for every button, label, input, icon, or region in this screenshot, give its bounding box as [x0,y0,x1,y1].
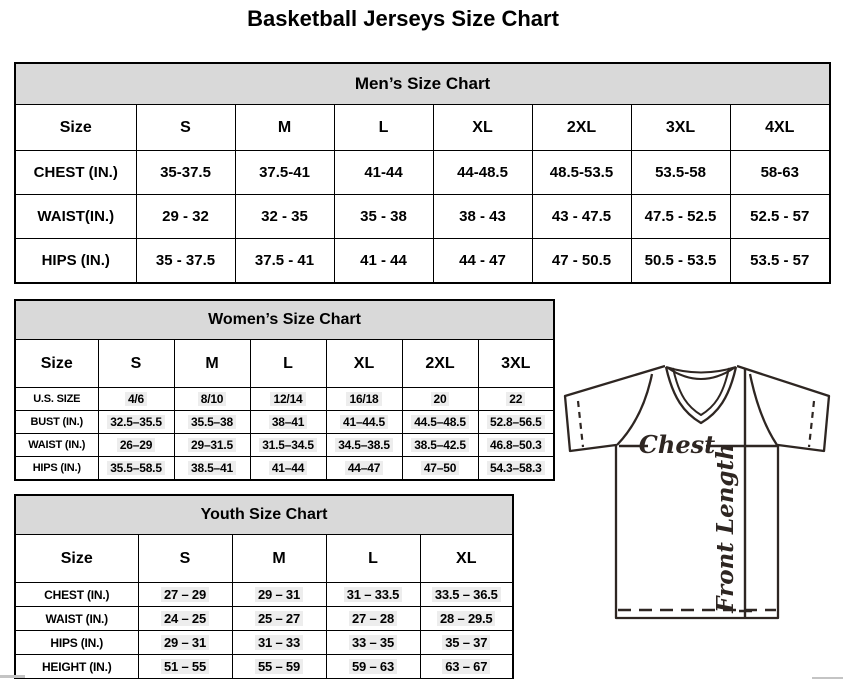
value-cell [326,411,402,434]
value-cell [326,655,420,679]
header-cell: L [334,105,433,151]
header-cell: XL [420,535,513,583]
mens-chest-row [15,151,830,195]
value-cell [98,457,174,481]
value-cell: 53.5 - 57 [730,239,830,284]
value-cell: 41 - 44 [334,239,433,284]
value: 35.5–38 [188,415,236,429]
value: 38–41 [269,415,307,429]
youth-chest-row [15,583,513,607]
row-label: HIPS (IN.) [15,457,98,481]
value-cell: 47.5 - 52.5 [631,195,730,239]
value: 31 – 33 [255,635,303,650]
value-cell [98,388,174,411]
value: 31 – 33.5 [344,587,402,602]
value: 55 – 59 [255,659,303,674]
mens-size-table [14,62,831,284]
value: 29–31.5 [188,438,236,452]
mens-header-row [15,105,830,151]
value-cell [98,411,174,434]
womens-size-table [14,299,555,481]
value-cell [420,607,513,631]
value: 44–47 [345,461,383,475]
value-cell: 52.5 - 57 [730,195,830,239]
resize-handle-left [0,675,25,678]
value-cell: 43 - 47.5 [532,195,631,239]
row-label: WAIST (IN.) [15,434,98,457]
value-cell [250,388,326,411]
row-label: HEIGHT (IN.) [15,655,138,679]
value: 20 [431,392,450,406]
jersey-measurement-diagram [556,356,838,636]
value-cell [478,457,554,481]
right-armhole-seam [750,374,777,445]
value-cell [478,434,554,457]
value: 35 – 37 [442,635,490,650]
value-cell [232,655,326,679]
page-title: Basketball Jerseys Size Chart [247,6,559,31]
header-cell: M [232,535,326,583]
front-length-line [739,368,752,618]
value-cell: 53.5-58 [631,151,730,195]
row-label: WAIST(IN.) [15,195,136,239]
header-cell: S [138,535,232,583]
value-cell [174,457,250,481]
row-label: CHEST (IN.) [15,151,136,195]
header-cell: S [98,340,174,388]
value-cell [250,434,326,457]
value-cell: 35-37.5 [136,151,235,195]
row-label: WAIST (IN.) [15,607,138,631]
value: 47–50 [421,461,459,475]
value: 29 – 31 [255,587,303,602]
value: 46.8–50.3 [487,438,545,452]
value-cell [250,457,326,481]
row-label: BUST (IN.) [15,411,98,434]
value: 24 – 25 [161,611,209,626]
header-cell: 2XL [532,105,631,151]
value: 4/6 [125,392,147,406]
value: 52.8–56.5 [487,415,545,429]
value: 38.5–42.5 [411,438,469,452]
mens-hips-row [15,239,830,284]
value-cell: 48.5-53.5 [532,151,631,195]
collar-back-arc-outer [666,367,736,373]
value-cell: 58-63 [730,151,830,195]
value: 41–44 [269,461,307,475]
header-cell: Size [15,105,136,151]
header-cell: 3XL [631,105,730,151]
value-cell [478,388,554,411]
value-cell [138,607,232,631]
value: 35.5–58.5 [107,461,165,475]
value-cell [98,434,174,457]
header-cell: 3XL [478,340,554,388]
value-cell [326,434,402,457]
youth-header-row [15,535,513,583]
value: 34.5–38.5 [335,438,393,452]
value-cell: 44-48.5 [433,151,532,195]
value-cell [420,631,513,655]
womens-waist-row [15,434,554,457]
row-label: HIPS (IN.) [15,631,138,655]
value: 12/14 [270,392,305,406]
womens-table-caption: Women’s Size Chart [15,300,554,340]
value: 32.5–35.5 [107,415,165,429]
jersey-outline [565,366,829,618]
value: 27 – 29 [161,587,209,602]
mens-waist-row [15,195,830,239]
value: 8/10 [198,392,227,406]
header-cell: L [326,535,420,583]
value-cell [420,583,513,607]
value: 22 [506,392,525,406]
value-cell [402,388,478,411]
value-cell [402,434,478,457]
womens-bust-row [15,411,554,434]
value-cell: 47 - 50.5 [532,239,631,284]
value-cell: 44 - 47 [433,239,532,284]
value-cell [232,583,326,607]
value-cell [138,583,232,607]
value-cell [138,631,232,655]
womens-ussize-row [15,388,554,411]
youth-waist-row [15,607,513,631]
front-length-label: Front Length [712,443,739,613]
row-label: U.S. SIZE [15,388,98,411]
value-cell: 29 - 32 [136,195,235,239]
value: 25 – 27 [255,611,303,626]
value-cell: 41-44 [334,151,433,195]
value-cell [402,457,478,481]
youth-height-row [15,655,513,679]
value-cell [232,607,326,631]
value-cell [326,388,402,411]
value-cell [326,457,402,481]
value: 27 – 28 [349,611,397,626]
womens-header-row [15,340,554,388]
value-cell [232,631,326,655]
value-cell: 37.5-41 [235,151,334,195]
mens-table-caption: Men’s Size Chart [15,63,830,105]
header-cell: Size [15,340,98,388]
value: 28 – 29.5 [437,611,495,626]
value: 38.5–41 [188,461,236,475]
value: 63 – 67 [442,659,490,674]
header-cell: XL [326,340,402,388]
value: 29 – 31 [161,635,209,650]
value-cell: 50.5 - 53.5 [631,239,730,284]
value: 16/18 [346,392,381,406]
value: 44.5–48.5 [411,415,469,429]
value: 33.5 – 36.5 [432,587,501,602]
value-cell [478,411,554,434]
value: 31.5–34.5 [259,438,317,452]
value: 59 – 63 [349,659,397,674]
value-cell [174,434,250,457]
value-cell [402,411,478,434]
value-cell: 35 - 37.5 [136,239,235,284]
row-label: HIPS (IN.) [15,239,136,284]
value: 33 – 35 [349,635,397,650]
value-cell: 35 - 38 [334,195,433,239]
header-cell: M [235,105,334,151]
header-cell: M [174,340,250,388]
value-cell [174,388,250,411]
value: 26–29 [117,438,155,452]
value: 54.3–58.3 [487,461,545,475]
header-cell: L [250,340,326,388]
header-cell: 4XL [730,105,830,151]
chest-label: Chest [638,430,716,459]
header-cell: S [136,105,235,151]
header-cell: 2XL [402,340,478,388]
value-cell [326,607,420,631]
header-cell: Size [15,535,138,583]
right-cuff-dashed-seam [809,401,814,447]
youth-size-table [14,494,514,679]
value-cell: 37.5 - 41 [235,239,334,284]
value-cell [326,583,420,607]
value-cell [326,631,420,655]
value-cell [174,411,250,434]
youth-table-caption: Youth Size Chart [15,495,513,535]
value: 51 – 55 [161,659,209,674]
value-cell [138,655,232,679]
value-cell [250,411,326,434]
value-cell [420,655,513,679]
youth-hips-row [15,631,513,655]
left-cuff-dashed-seam [578,401,583,447]
value-cell: 38 - 43 [433,195,532,239]
value: 41–44.5 [340,415,388,429]
header-cell: XL [433,105,532,151]
row-label: CHEST (IN.) [15,583,138,607]
womens-hips-row [15,457,554,481]
value-cell: 32 - 35 [235,195,334,239]
